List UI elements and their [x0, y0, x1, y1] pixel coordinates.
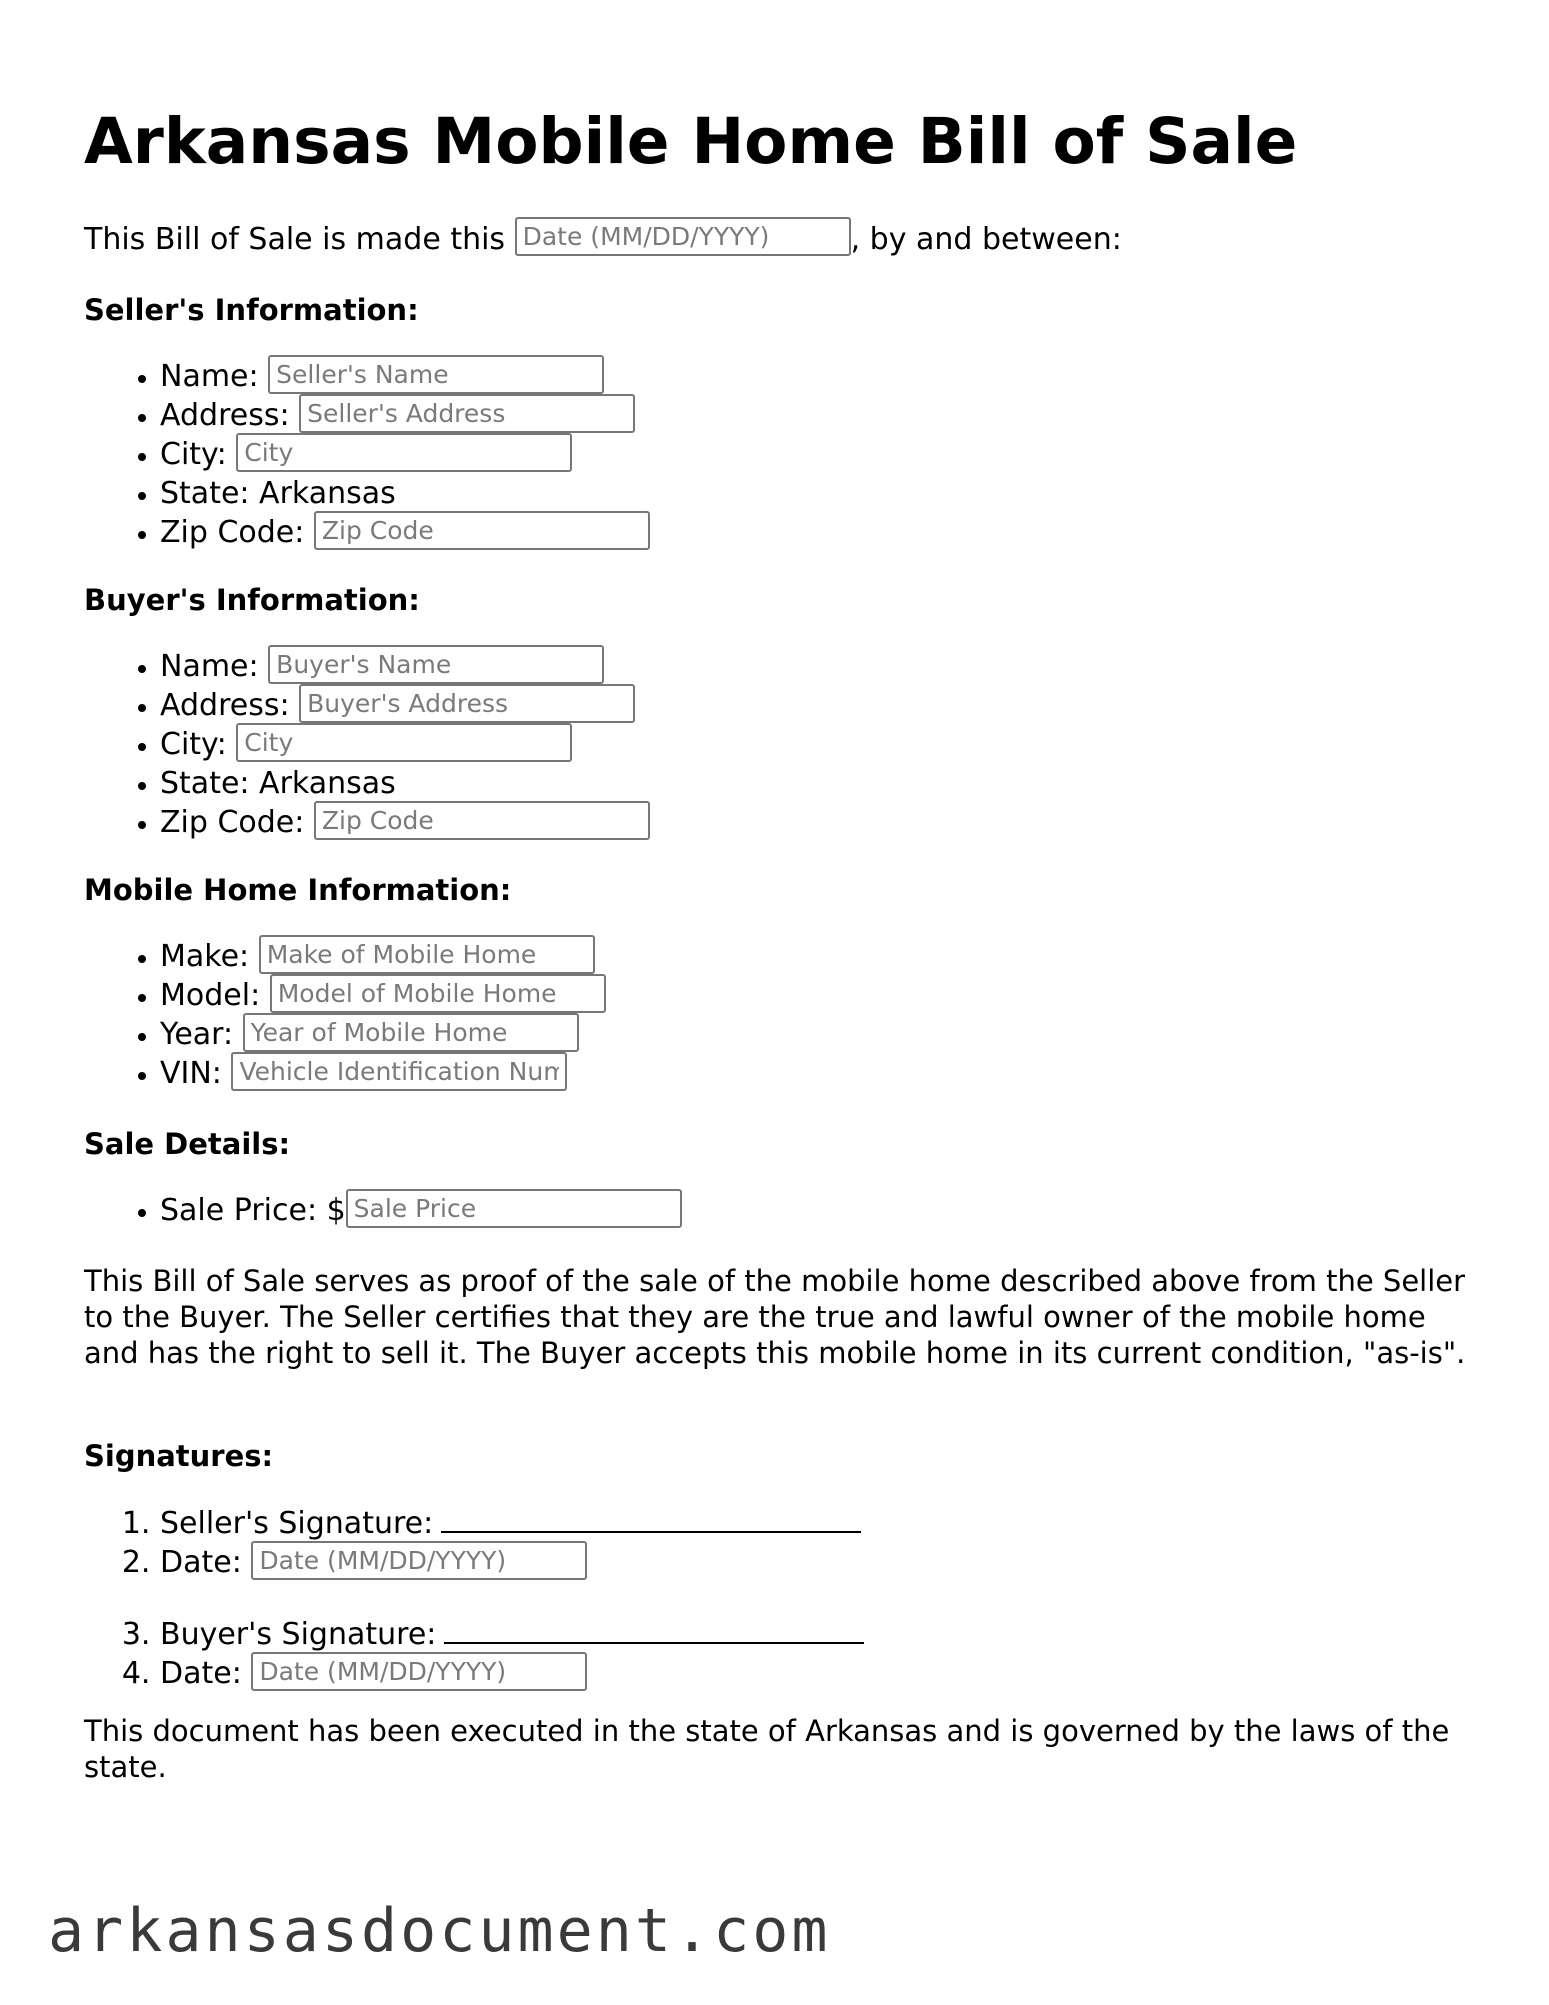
buyer-name-label: Name: [160, 649, 259, 684]
buyer-date-label: Date: [160, 1656, 242, 1691]
buyer-signature-label: Buyer's Signature: [160, 1617, 437, 1652]
seller-zip-item [160, 513, 650, 552]
model-label: Model: [160, 978, 261, 1013]
intro-line [84, 222, 1122, 258]
buyer-city-input[interactable] [236, 723, 572, 762]
buyer-signature-item [160, 1614, 864, 1654]
buyer-name-item [160, 647, 650, 686]
buyer-info-list [84, 647, 650, 842]
buyer-address-input[interactable] [299, 684, 635, 723]
seller-address-input[interactable] [299, 394, 635, 433]
buyer-name-input[interactable] [268, 645, 604, 684]
seller-date-item [160, 1543, 864, 1582]
seller-city-label: City: [160, 437, 227, 472]
sale-details-list [84, 1191, 682, 1230]
make-input[interactable] [259, 935, 595, 974]
site-watermark: arkansasdocument.com [48, 1896, 831, 1966]
make-item [160, 937, 606, 976]
seller-name-label: Name: [160, 359, 259, 394]
buyer-state-text: State: Arkansas [160, 766, 396, 801]
intro-text-after: , by and between: [850, 222, 1122, 257]
buyer-signature-date-input[interactable] [251, 1652, 587, 1691]
seller-zip-label: Zip Code: [160, 515, 305, 550]
seller-heading: Seller's Information: [84, 293, 419, 327]
seller-signature-line[interactable] [441, 1503, 861, 1533]
buyer-zip-input[interactable] [314, 801, 650, 840]
intro-text-before: This Bill of Sale is made this [84, 222, 506, 257]
buyer-date-item [160, 1654, 864, 1693]
seller-signature-date-input[interactable] [251, 1541, 587, 1580]
seller-info-list [84, 357, 650, 552]
vin-item [160, 1054, 606, 1093]
sale-price-item [160, 1191, 682, 1230]
seller-name-item [160, 357, 650, 396]
sale-price-label: Sale Price: $ [160, 1193, 346, 1228]
year-item [160, 1015, 606, 1054]
signatures-list [84, 1503, 864, 1693]
buyer-zip-item [160, 803, 650, 842]
sale-statement-paragraph: This Bill of Sale serves as proof of the sale of the mobile home described above from the Seller to the Buyer. The Seller certifies that they are the true and lawful owner of the mobile home and has the right to sell it. The Buyer accepts this mobile home in its current condition, "as-is". [84, 1264, 1466, 1370]
buyer-address-label: Address: [160, 688, 290, 723]
seller-address-item [160, 396, 650, 435]
buyer-state-item [160, 764, 650, 803]
signatures-heading: Signatures: [84, 1439, 274, 1473]
seller-zip-input[interactable] [314, 511, 650, 550]
governing-law-paragraph: This document has been executed in the state of Arkansas and is governed by the laws of the state. [84, 1714, 1450, 1784]
bill-date-input[interactable] [515, 217, 851, 256]
make-label: Make: [160, 939, 250, 974]
seller-city-item [160, 435, 650, 474]
mobile-home-heading: Mobile Home Information: [84, 873, 512, 907]
year-label: Year: [160, 1017, 234, 1052]
seller-signature-item [160, 1503, 864, 1543]
buyer-address-item [160, 686, 650, 725]
seller-city-input[interactable] [236, 433, 572, 472]
buyer-signature-line[interactable] [444, 1614, 864, 1644]
document-title: Arkansas Mobile Home Bill of Sale [84, 105, 1298, 178]
buyer-zip-label: Zip Code: [160, 805, 305, 840]
vin-input[interactable] [231, 1052, 567, 1091]
model-item [160, 976, 606, 1015]
seller-signature-label: Seller's Signature: [160, 1506, 434, 1541]
seller-name-input[interactable] [268, 355, 604, 394]
seller-address-label: Address: [160, 398, 290, 433]
seller-date-label: Date: [160, 1545, 242, 1580]
year-input[interactable] [243, 1013, 579, 1052]
model-input[interactable] [270, 974, 606, 1013]
sale-price-input[interactable] [346, 1189, 682, 1228]
seller-state-item [160, 474, 650, 513]
seller-state-text: State: Arkansas [160, 476, 396, 511]
buyer-city-item [160, 725, 650, 764]
sale-details-heading: Sale Details: [84, 1127, 291, 1161]
buyer-city-label: City: [160, 727, 227, 762]
mobile-home-info-list [84, 937, 606, 1093]
vin-label: VIN: [160, 1056, 222, 1091]
buyer-heading: Buyer's Information: [84, 583, 420, 617]
